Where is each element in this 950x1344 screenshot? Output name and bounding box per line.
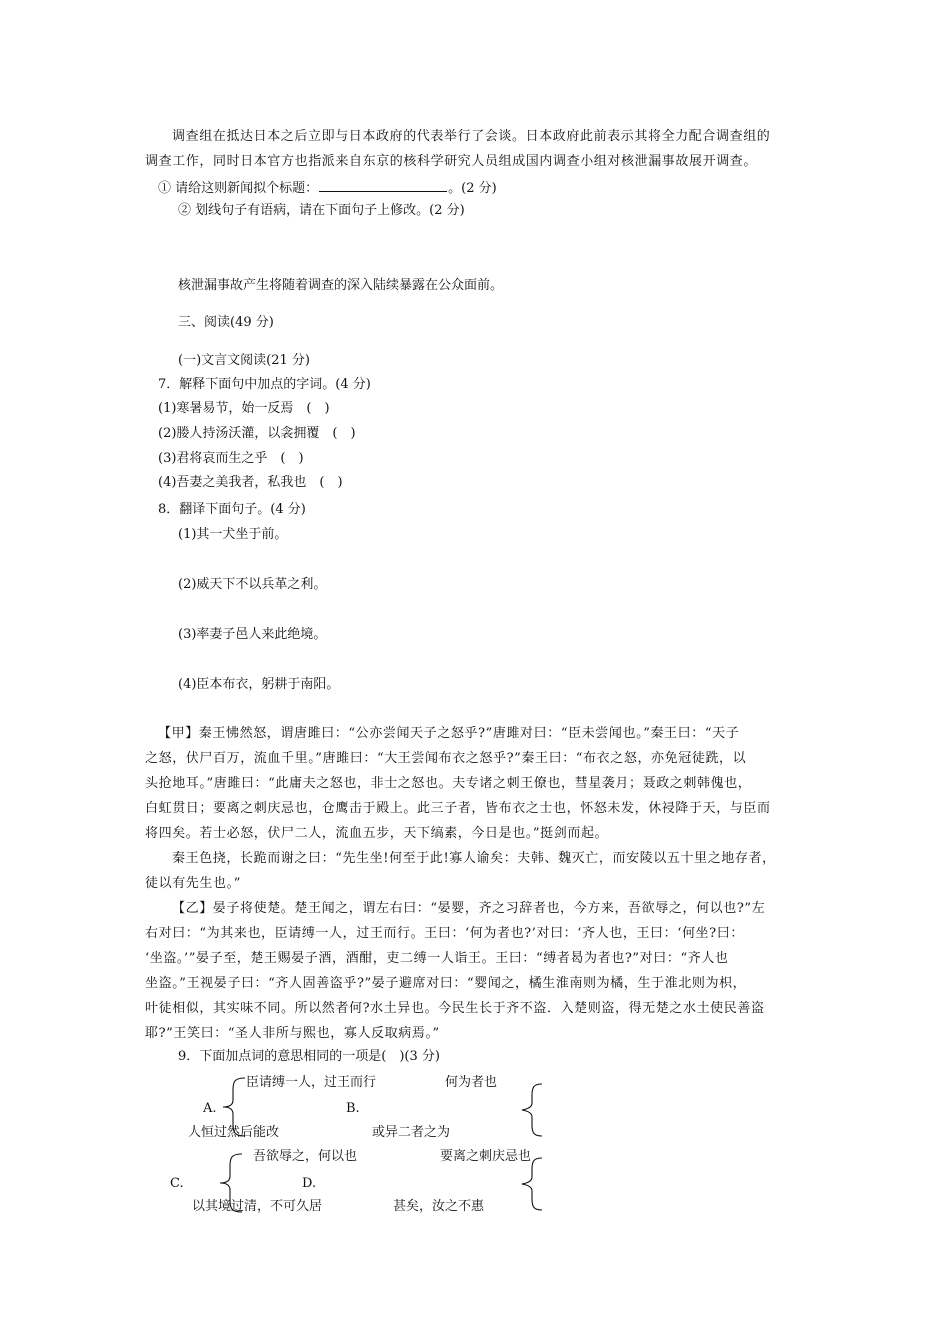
option-c-label[interactable]: C. — [170, 1176, 184, 1191]
passage-b-line: 右对曰：“为其来也，臣请缚一人，过王而行。王曰：‘何为者也?’对曰：‘齐人也，王曰：‘何坐?曰： — [145, 926, 744, 941]
brace-icon — [217, 1076, 247, 1138]
passage-b-line: 叶徒相似，其实味不同。所以然者何?水土异也。今民生长于齐不盗．入楚则盗，得无楚之水土使民善盗 — [145, 1001, 765, 1016]
option-a-top: 臣请缚一人，过王而行 — [246, 1075, 377, 1090]
passage-a-line: 白虹贯日；要离之刺庆忌也，仓鹰击于殿上。此三子者，皆布衣之士也，怀怒未发，休祲降于天，与臣而 — [145, 801, 771, 816]
passage-b-line: 耶?”王笑曰：“圣人非所与熙也，寡人反取病焉。” — [145, 1026, 440, 1041]
q7-item: (2)媵人持汤沃灌，以衾拥覆 ( ) — [158, 426, 356, 441]
answer-blank[interactable] — [319, 178, 447, 192]
option-c-bottom: 以其境过清，不可久居 — [192, 1199, 323, 1214]
passage-b-line: ‘坐盗。’”晏子至，楚王赐晏子酒，酒酣，吏二缚一人诣王。王曰：“缚者曷为者也?”对曰：“齐人也 — [145, 951, 729, 966]
passage-a-line: 秦王色挠，长跪而谢之曰：“先生坐!何至于此!寡人谕矣：夫韩、魏灭亡，而安陵以五十里之地存者， — [172, 851, 776, 866]
question-revise: ② 划线句子有语病，请在下面句子上修改。(2 分) — [178, 203, 465, 218]
passage-a-line: 之怒，伏尸百万，流血千里。”唐雎曰：“大王尝闻布衣之怒乎?”秦王曰：“布衣之怒，亦免冠徒跣，以 — [145, 751, 747, 766]
q8-stem: 8．翻译下面句子。(4 分) — [158, 502, 306, 517]
option-b-top: 何为者也 — [445, 1075, 498, 1090]
news-line-2: 调查工作，同时日本官方也指派来自东京的核科学研究人员组成国内调查小组对核泄漏事故展开调查。 — [145, 154, 758, 169]
q8-item: (2)威天下不以兵革之利。 — [178, 577, 327, 592]
option-a-bottom: 人恒过然后能改 — [188, 1125, 280, 1140]
q8-item: (4)臣本布衣，躬耕于南阳。 — [178, 677, 340, 692]
option-c-top: 吾欲辱之，何以也 — [253, 1149, 358, 1164]
option-d-bottom: 甚矣，汝之不惠 — [393, 1199, 485, 1214]
passage-b-line: 坐盗。”王视晏子曰：“齐人固善盗乎?”晏子避席对曰：“婴闻之，橘生淮南则为橘，生于淮北则为枳， — [145, 976, 747, 991]
option-d-label[interactable]: D. — [302, 1176, 317, 1191]
passage-a-line: 徒以有先生也。” — [145, 876, 241, 891]
q9-stem: 9．下面加点词的意思相同的一项是( )(3 分) — [178, 1049, 440, 1064]
option-d-top: 要离之刺庆忌也 — [440, 1149, 532, 1164]
option-a-label[interactable]: A. — [203, 1101, 217, 1116]
passage-a-line: 【甲】秦王怫然怒，谓唐雎曰：“公亦尝闻天子之怒乎?”唐雎对曰：“臣未尝闻也。”秦王曰：“天子 — [158, 726, 740, 741]
section-heading: 三、阅读(49 分) — [178, 315, 274, 330]
question-title — [158, 178, 497, 198]
q7-stem: 7．解释下面句中加点的字词。(4 分) — [158, 377, 371, 392]
q7-item: (4)吾妻之美我者，私我也 ( ) — [158, 475, 343, 490]
q7-item: (3)君将哀而生之乎 ( ) — [158, 451, 304, 466]
q7-item: (1)寒暑易节，始一反焉 ( ) — [158, 401, 330, 416]
passage-b-line: 【乙】晏子将使楚。楚王闻之，谓左右曰：“晏婴，齐之习辞者也，今方来，吾欲辱之，何以也?”左 — [172, 901, 766, 916]
brace-icon — [214, 1152, 244, 1214]
subsection-heading: (一)文言文阅读(21 分) — [178, 353, 310, 368]
option-b-bottom: 或异二者之为 — [372, 1125, 451, 1140]
news-line-1: 调查组在抵达日本之后立即与日本政府的代表举行了会谈。日本政府此前表示其将全力配合调查组的 — [172, 129, 771, 144]
question-title-suffix: 。(2 分) — [448, 181, 497, 196]
brace-icon — [514, 1156, 546, 1212]
revise-sentence: 核泄漏事故产生将随着调查的深入陆续暴露在公众面前。 — [178, 278, 504, 293]
brace-icon — [514, 1082, 546, 1138]
q8-item: (1)其一犬坐于前。 — [178, 527, 288, 542]
passage-a-line: 头抢地耳。”唐雎曰：“此庸夫之怒也，非士之怒也。夫专诸之刺王僚也，彗星袭月；聂政之刺韩傀也， — [145, 776, 752, 791]
passage-a-line: 将四矣。若士必怒，伏尸二人，流血五步，天下缟素，今日是也。”挺剑而起。 — [145, 826, 609, 841]
question-title-prefix: ① 请给这则新闻拟个标题： — [158, 181, 319, 196]
option-b-label[interactable]: B. — [346, 1101, 360, 1116]
q8-item: (3)率妻子邑人来此绝境。 — [178, 627, 327, 642]
